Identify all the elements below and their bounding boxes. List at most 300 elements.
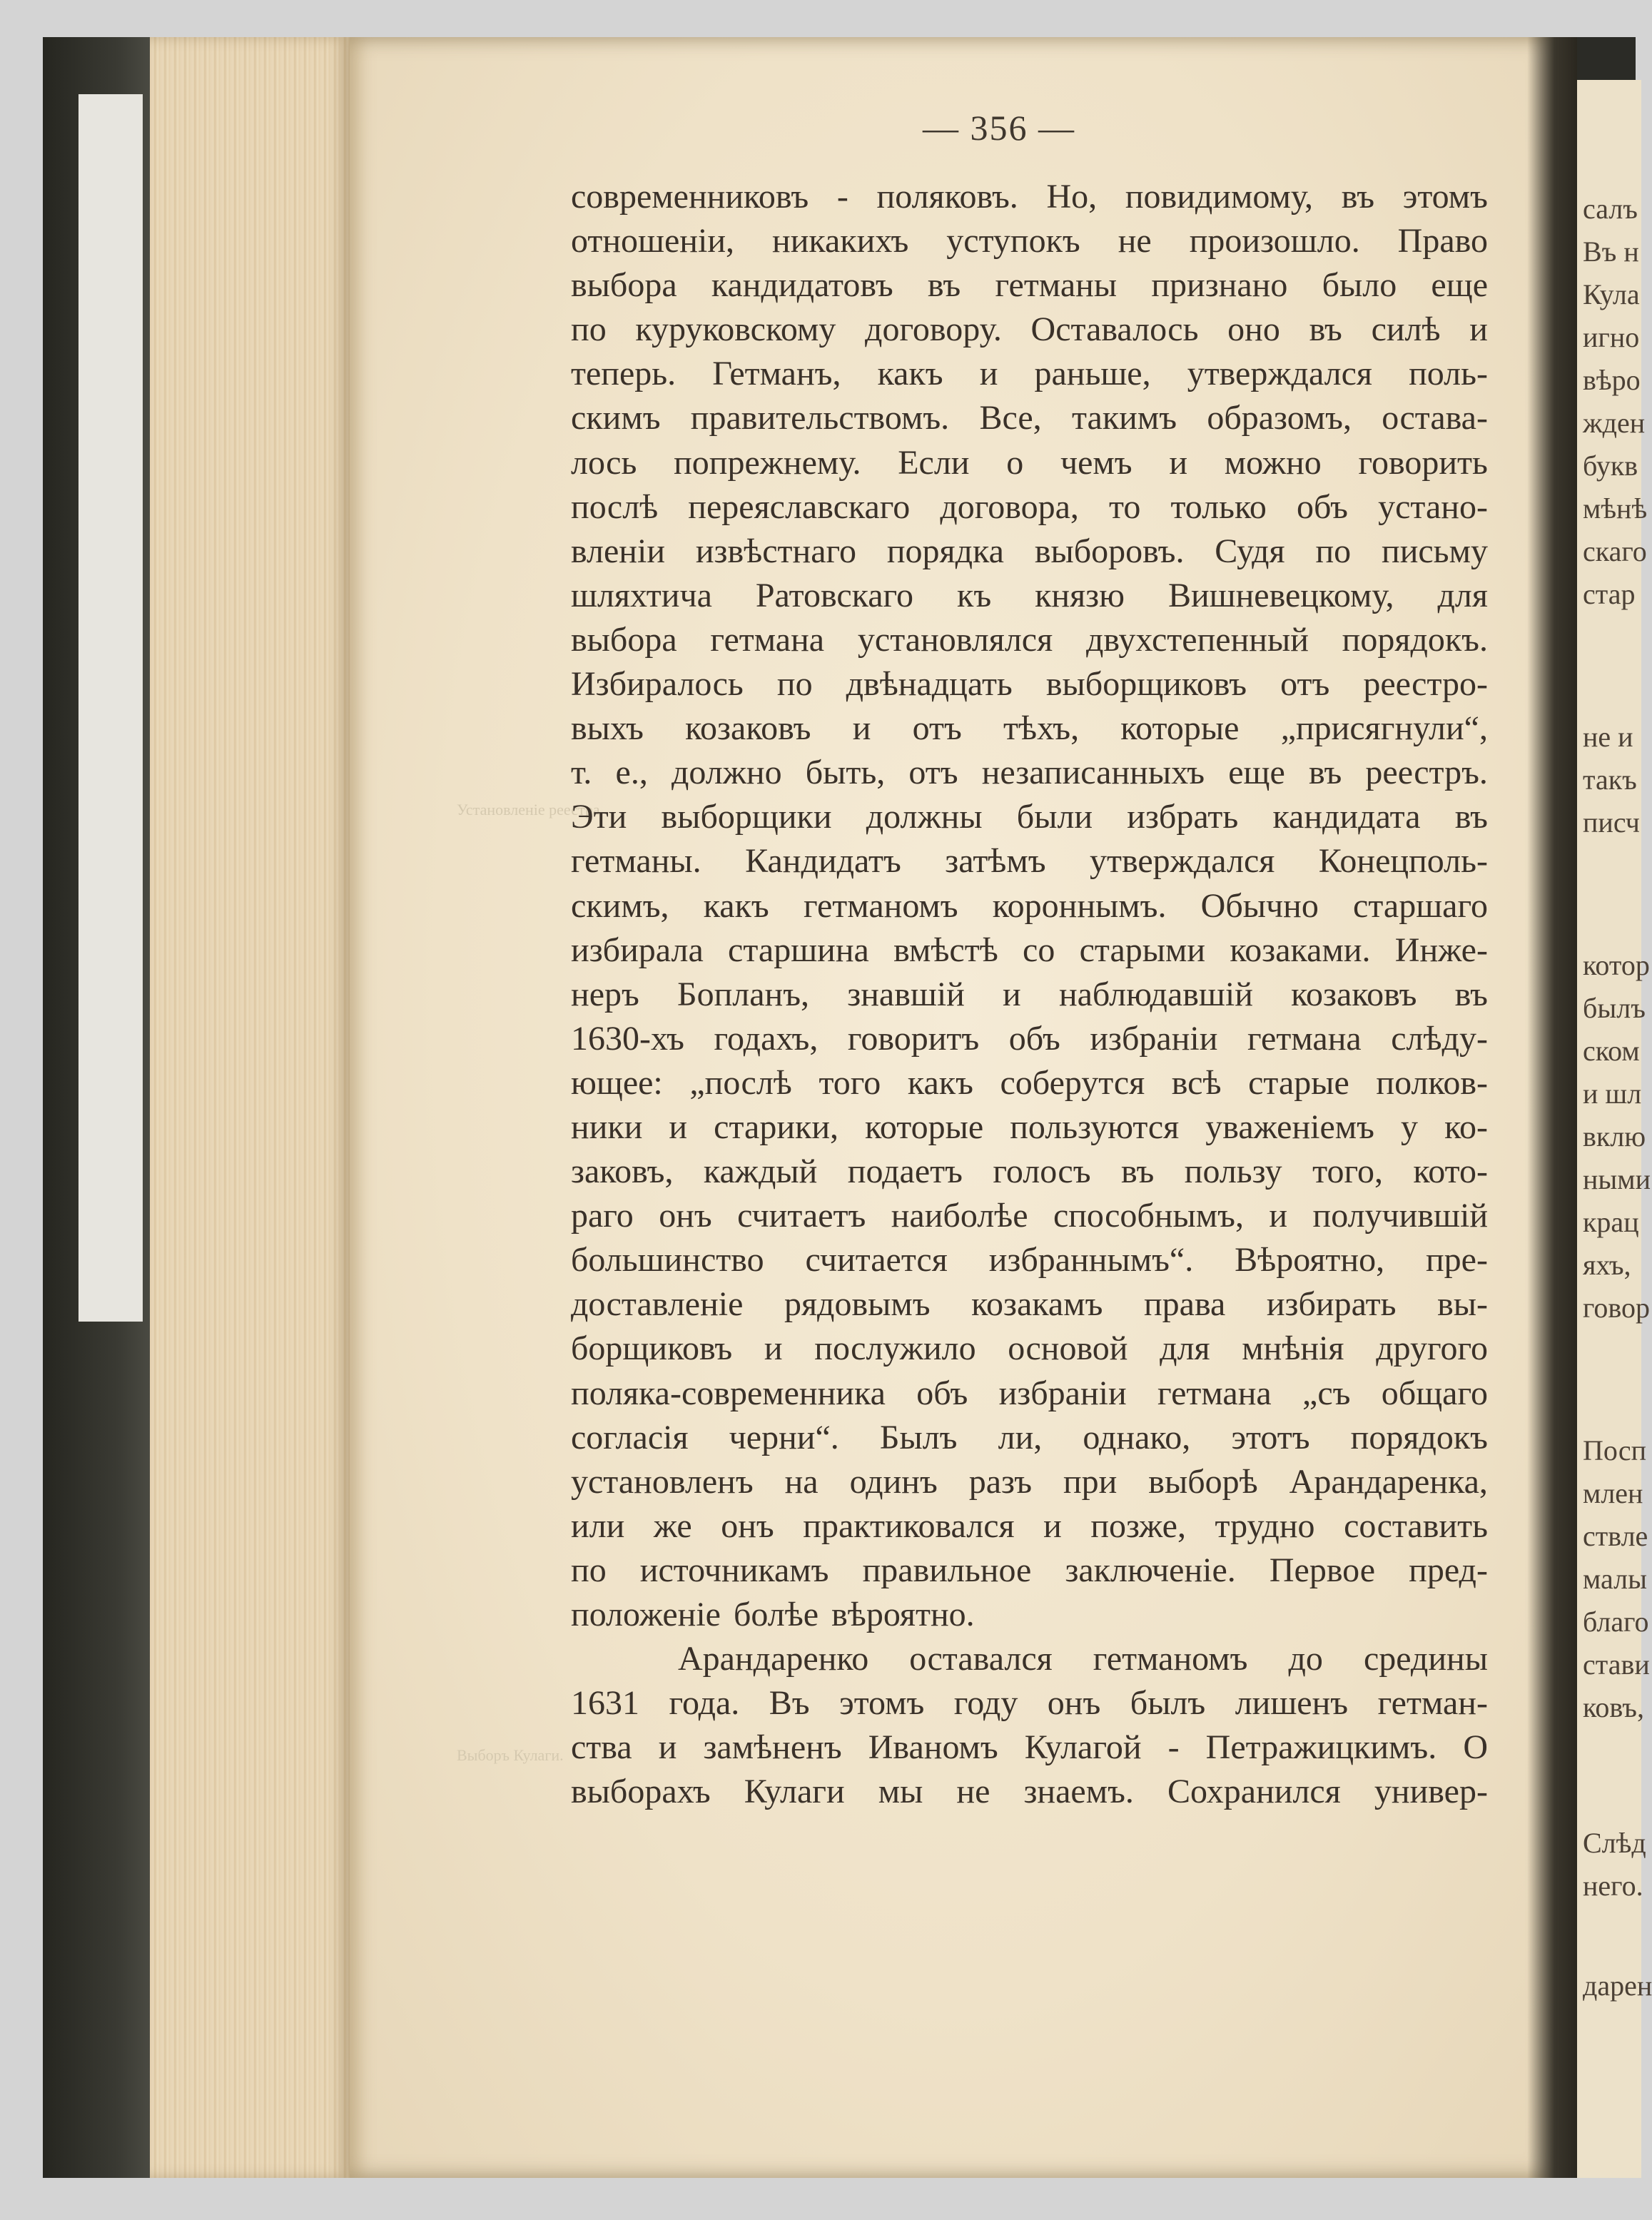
word: старики, <box>714 1108 839 1146</box>
facing-page-fragment: Посп <box>1583 1434 1647 1466</box>
word: гетмана <box>1247 1019 1362 1058</box>
word: двѣнадцать <box>846 665 1013 704</box>
word: согласiя <box>571 1418 689 1456</box>
word: общаго <box>1381 1374 1488 1412</box>
word: утверждался <box>1187 355 1372 393</box>
word: мнѣнiя <box>1242 1329 1344 1368</box>
word: 1630-хъ <box>571 1019 684 1058</box>
word: вмѣстѣ <box>893 931 998 969</box>
facing-page-fragment: писч <box>1583 806 1640 838</box>
word: - <box>836 178 848 216</box>
word: только <box>1170 487 1267 526</box>
word: и <box>669 1108 688 1146</box>
margin-note-ghost: Выборъ Кулаги. <box>457 1746 564 1764</box>
word: въ <box>1121 1152 1155 1191</box>
word: гетман- <box>1377 1684 1488 1723</box>
word: какъ <box>703 886 769 925</box>
word: которые <box>1120 709 1240 748</box>
word: большинство <box>571 1241 764 1279</box>
page-number: — 356 — <box>923 108 1075 148</box>
word: по <box>1315 532 1352 570</box>
word: повидимому, <box>1125 178 1314 216</box>
word: какъ <box>877 355 943 393</box>
word: Но, <box>1046 178 1098 216</box>
word: и <box>1469 310 1488 349</box>
facing-page-fragment: салъ <box>1583 193 1638 225</box>
facing-page-fragment: него. <box>1583 1870 1643 1902</box>
word: послужило <box>814 1329 976 1368</box>
word: раньше, <box>1034 355 1151 393</box>
word: избрать <box>1127 798 1239 836</box>
text-line <box>571 1194 1488 1238</box>
word: должны <box>866 798 983 836</box>
word: источникамъ <box>639 1551 829 1589</box>
word: знаемъ. <box>1023 1773 1134 1811</box>
word: должно <box>671 754 782 792</box>
word: того <box>819 1063 881 1102</box>
word: говорить <box>1358 443 1488 482</box>
text-line <box>571 1593 1488 1637</box>
word: кото- <box>1413 1152 1488 1191</box>
stacked-page-edges <box>150 37 350 2178</box>
word: чемъ <box>1060 443 1132 482</box>
word: универ- <box>1374 1773 1488 1811</box>
facing-page-fragment: ствле <box>1583 1520 1648 1552</box>
facing-page-fragment: дарен <box>1583 1970 1652 2002</box>
word: пред- <box>1409 1551 1488 1589</box>
text-line <box>571 263 1488 308</box>
word: избирать <box>1266 1285 1397 1324</box>
margin-note-ghost: Установленiе реестра. <box>457 801 604 818</box>
word: Первое <box>1269 1551 1376 1589</box>
word: знавшiй <box>847 975 965 1013</box>
word: „съ <box>1302 1374 1351 1412</box>
word: ли, <box>998 1418 1043 1456</box>
word: выборовъ. <box>1034 532 1185 570</box>
facing-page-fragment: крац <box>1583 1206 1639 1238</box>
word: еще <box>1228 754 1285 792</box>
word: отъ <box>912 709 962 748</box>
word: къ <box>957 576 992 614</box>
word: разъ <box>968 1462 1033 1501</box>
word: гетмана <box>1157 1374 1272 1412</box>
facing-page-fragment: не и <box>1583 721 1633 753</box>
text-line <box>571 1238 1488 1282</box>
word: порядка <box>886 532 1004 570</box>
word: однако, <box>1083 1418 1191 1456</box>
word: выборахъ <box>571 1773 711 1811</box>
text-line <box>571 1150 1488 1194</box>
word: Былъ <box>879 1418 958 1456</box>
word: гетмана <box>710 620 825 659</box>
text-line <box>571 1681 1488 1725</box>
word: соберутся <box>1000 1063 1145 1102</box>
text-line <box>571 1460 1488 1504</box>
word: выхъ <box>571 709 644 748</box>
word: лишенъ <box>1235 1684 1349 1723</box>
word: князю <box>1035 576 1125 614</box>
word: выбора <box>571 266 677 305</box>
word: пользуются <box>1010 1108 1180 1146</box>
word: Избиралось <box>571 665 744 704</box>
word: ющее: <box>571 1063 663 1102</box>
word: козаками. <box>1230 931 1371 969</box>
word: гетманомъ <box>803 886 958 925</box>
word: одинъ <box>849 1462 938 1501</box>
text-line <box>571 1282 1488 1327</box>
word: же <box>653 1506 692 1545</box>
word: по <box>776 665 813 704</box>
word: были <box>1016 798 1093 836</box>
text-line <box>571 441 1488 485</box>
word: и <box>764 1329 783 1368</box>
word: утверждался <box>1090 842 1275 881</box>
word: еще <box>1431 266 1488 305</box>
facing-page-fragment: ском <box>1583 1035 1640 1067</box>
word: замѣненъ <box>703 1728 842 1767</box>
word: образомъ, <box>1207 399 1352 437</box>
word: Эти <box>571 798 627 836</box>
word: устано- <box>1378 487 1488 526</box>
word: въ <box>1454 975 1488 1013</box>
text-line <box>571 973 1488 1017</box>
word: договору. <box>865 310 1002 349</box>
text-line <box>571 1017 1488 1061</box>
word: этотъ <box>1231 1418 1310 1456</box>
word: выборщики <box>661 798 832 836</box>
word: году <box>953 1684 1018 1723</box>
word: болѣе <box>733 1596 819 1633</box>
word: поляковъ. <box>876 178 1018 216</box>
word: силѣ <box>1371 310 1441 349</box>
word: признано <box>1151 266 1288 305</box>
word: считаетъ <box>737 1197 866 1235</box>
word: заковъ, <box>571 1152 674 1191</box>
word: выборщиковъ <box>1045 665 1247 704</box>
word: затѣмъ <box>945 842 1046 881</box>
word: въ <box>1454 798 1488 836</box>
word: и <box>1169 443 1188 482</box>
word: до <box>1288 1640 1323 1678</box>
facing-page-fragment: благо <box>1583 1606 1649 1638</box>
word: Гетманъ, <box>712 355 841 393</box>
word: средины <box>1363 1640 1488 1678</box>
word: и <box>1269 1197 1288 1235</box>
word: переяславскаго <box>688 487 911 526</box>
book-gutter <box>1527 37 1577 2178</box>
word: какъ <box>907 1063 973 1102</box>
facing-page-fragment: яхъ, <box>1583 1249 1631 1281</box>
word: кандидатовъ <box>711 266 893 305</box>
word: отъ <box>908 754 958 792</box>
word: остава- <box>1382 399 1488 437</box>
word: куруковскому <box>635 310 836 349</box>
word: въ <box>927 266 961 305</box>
facing-page-fragment: вклю <box>1583 1120 1646 1152</box>
word: современниковъ <box>571 178 809 216</box>
word: козаковъ <box>685 709 811 748</box>
facing-page-fragment: мѣнѣ <box>1583 492 1648 524</box>
facing-page-fragment: ными <box>1583 1163 1651 1195</box>
word: произошло. <box>1189 222 1360 260</box>
word: о <box>1006 443 1024 482</box>
word: въ <box>1308 754 1342 792</box>
word: доставленiе <box>571 1285 744 1324</box>
word: уступокъ <box>946 222 1080 260</box>
word: и <box>1003 975 1021 1013</box>
text-line <box>571 1327 1488 1371</box>
word: установлялся <box>857 620 1053 659</box>
word: порядокъ <box>1350 1418 1488 1456</box>
word: то <box>1109 487 1141 526</box>
word: и <box>658 1728 677 1767</box>
word: не <box>1118 222 1152 260</box>
word: подаетъ <box>847 1152 963 1191</box>
word: въ <box>1309 310 1342 349</box>
word: которые <box>865 1108 984 1146</box>
word: года. <box>669 1684 740 1723</box>
word: короннымъ. <box>992 886 1167 925</box>
word: ники <box>571 1108 643 1146</box>
word: Все, <box>979 399 1042 437</box>
word: оставался <box>909 1640 1053 1678</box>
text-line <box>571 1105 1488 1150</box>
word: голосъ <box>993 1152 1091 1191</box>
word: права <box>1143 1285 1226 1324</box>
word: такимъ <box>1071 399 1177 437</box>
word: наблюдавшiй <box>1058 975 1253 1013</box>
word: Арандаренка, <box>1289 1462 1488 1501</box>
text-line <box>571 751 1488 795</box>
word: былъ <box>1130 1684 1206 1723</box>
word: объ <box>916 1374 968 1412</box>
word: заключенiе. <box>1065 1551 1236 1589</box>
word: шляхтича <box>571 576 712 614</box>
word: Кулагой <box>1024 1728 1142 1767</box>
word: правильное <box>862 1551 1032 1589</box>
text-line <box>571 529 1488 574</box>
word: позже, <box>1090 1506 1186 1545</box>
word: реестръ. <box>1365 754 1488 792</box>
word: кандидата <box>1272 798 1421 836</box>
word: реестро- <box>1363 665 1488 704</box>
word: старыми <box>1079 931 1206 969</box>
text-line <box>571 574 1488 618</box>
word: этомъ <box>839 1684 925 1723</box>
word: всѣ <box>1171 1063 1222 1102</box>
word: вы- <box>1437 1285 1488 1324</box>
facing-page-fragment: и шл <box>1583 1078 1642 1110</box>
word: козаковъ <box>1291 975 1417 1013</box>
word: Обычно <box>1200 886 1319 925</box>
word: пре- <box>1425 1241 1488 1279</box>
word: Конецполь- <box>1318 842 1488 881</box>
word: гетманомъ <box>1093 1640 1248 1678</box>
word: избраннымъ“. <box>988 1241 1194 1279</box>
text-line <box>571 706 1488 751</box>
facing-page-fragment: такъ <box>1583 764 1637 796</box>
word: Арандаренко <box>678 1640 869 1678</box>
text-line <box>571 1061 1488 1105</box>
word: вленiи <box>571 532 665 570</box>
word: „послѣ <box>689 1063 792 1102</box>
facing-page-fragment: малы <box>1583 1563 1647 1595</box>
word: отъ <box>1280 665 1330 704</box>
word: выборѣ <box>1148 1462 1258 1501</box>
word: Петражицкимъ. <box>1205 1728 1437 1767</box>
word: поль- <box>1409 355 1488 393</box>
facing-page-fragment: ковъ, <box>1583 1691 1644 1723</box>
word: и <box>1043 1506 1062 1545</box>
word: скимъ <box>571 399 661 437</box>
word: Въ <box>769 1684 810 1723</box>
word: раго <box>571 1197 634 1235</box>
facing-page-fragment: букв <box>1583 450 1638 482</box>
word: извѣстнаго <box>695 532 856 570</box>
word: для <box>1160 1329 1210 1368</box>
word: избирала <box>571 931 704 969</box>
word: годахъ, <box>714 1019 819 1058</box>
word: вѣроятно. <box>831 1596 975 1633</box>
word: быть, <box>805 754 886 792</box>
word: пользу <box>1184 1152 1282 1191</box>
word: гетманы <box>995 266 1118 305</box>
word: гетманы. <box>571 842 701 881</box>
word: ко- <box>1444 1108 1488 1146</box>
word: избранiи <box>998 1374 1127 1412</box>
word: и <box>852 709 871 748</box>
word: послѣ <box>571 487 659 526</box>
word: установленъ <box>571 1462 754 1501</box>
word: старшаго <box>1353 886 1488 925</box>
text-line <box>571 485 1488 529</box>
facing-page-fragment: вѣро <box>1583 364 1641 396</box>
word: Иваномъ <box>868 1728 998 1767</box>
word: Право <box>1397 222 1488 260</box>
text-line <box>571 1504 1488 1549</box>
text-line <box>571 308 1488 352</box>
word: онъ <box>1047 1684 1101 1723</box>
word: Оставалось <box>1030 310 1199 349</box>
word: основой <box>1008 1329 1128 1368</box>
word: положенiе <box>571 1596 721 1633</box>
facing-page-fragment: котор <box>1583 949 1650 981</box>
word: способнымъ, <box>1053 1197 1244 1235</box>
word: объ <box>1296 487 1348 526</box>
word: при <box>1063 1462 1118 1501</box>
text-line <box>571 618 1488 662</box>
word: на <box>784 1462 819 1501</box>
facing-page-fragment: жден <box>1583 407 1646 439</box>
word: и <box>979 355 998 393</box>
word: того, <box>1312 1152 1383 1191</box>
word: черни“. <box>729 1418 839 1456</box>
word: составить <box>1344 1506 1488 1545</box>
word: Кулаги <box>744 1773 845 1811</box>
word: избранiи <box>1090 1019 1218 1058</box>
facing-page-fragment: говор <box>1583 1292 1651 1324</box>
word: со <box>1023 931 1055 969</box>
word: трудно <box>1215 1506 1315 1545</box>
text-line <box>571 175 1488 219</box>
word: порядокъ. <box>1342 620 1488 659</box>
facing-page-fragment: Въ н <box>1583 235 1639 268</box>
word: борщиковъ <box>571 1329 733 1368</box>
text-line <box>571 839 1488 883</box>
word: мы <box>878 1773 923 1811</box>
word: наиболѣе <box>891 1197 1028 1235</box>
word: е., <box>615 754 648 792</box>
facing-page-fragment: игно <box>1583 321 1640 353</box>
word: никакихъ <box>772 222 909 260</box>
word: Ратовскаго <box>755 576 914 614</box>
word: двухстепенный <box>1085 620 1309 659</box>
word: онъ <box>659 1197 712 1235</box>
word: говоритъ <box>847 1019 980 1058</box>
text-line <box>571 928 1488 973</box>
word: слѣду- <box>1391 1019 1488 1058</box>
word: теперь. <box>571 355 676 393</box>
word: „присягнули“, <box>1280 709 1488 748</box>
word: по <box>571 310 607 349</box>
word: рядовымъ <box>784 1285 931 1324</box>
word: т. <box>571 754 592 792</box>
word: для <box>1437 576 1488 614</box>
text-line <box>571 1637 1488 1681</box>
text-line <box>571 884 1488 928</box>
word: козакамъ <box>971 1285 1103 1324</box>
word: 1631 <box>571 1684 639 1723</box>
word: старшина <box>728 931 869 969</box>
word: Если <box>898 443 970 482</box>
facing-page-fragment: скаго <box>1583 535 1647 567</box>
word: по <box>571 1551 607 1589</box>
facing-page-fragment: былъ <box>1583 992 1646 1024</box>
word: получившiй <box>1312 1197 1488 1235</box>
word: Вишневецкому, <box>1167 576 1394 614</box>
word: Судя <box>1215 532 1285 570</box>
word: попрежнему. <box>674 443 861 482</box>
text-line <box>571 662 1488 706</box>
facing-page-fragment: стави <box>1583 1648 1650 1681</box>
word: правительствомъ. <box>690 399 950 437</box>
facing-page <box>1577 80 1652 2178</box>
word: скимъ, <box>571 886 669 925</box>
word: полков- <box>1376 1063 1488 1102</box>
word: отношенiи, <box>571 222 735 260</box>
word: договора, <box>940 487 1079 526</box>
word: можно <box>1224 443 1322 482</box>
word: онъ <box>721 1506 774 1545</box>
word: другого <box>1376 1329 1488 1368</box>
text-line <box>571 1372 1488 1416</box>
word: выбора <box>571 620 677 659</box>
word: письму <box>1382 532 1488 570</box>
facing-page-fragment: Кула <box>1583 278 1640 310</box>
word: каждый <box>703 1152 818 1191</box>
facing-page-fragment: млен <box>1583 1477 1643 1509</box>
word: оно <box>1227 310 1280 349</box>
word: въ <box>1341 178 1375 216</box>
text-line <box>571 1416 1488 1460</box>
word: Бопланъ, <box>677 975 810 1013</box>
text-line <box>571 352 1488 396</box>
text-line <box>571 795 1488 839</box>
word: - <box>1167 1728 1180 1767</box>
word: практиковался <box>803 1506 1015 1545</box>
word: ства <box>571 1728 632 1767</box>
facing-page-fragment: Слѣд <box>1583 1827 1646 1859</box>
